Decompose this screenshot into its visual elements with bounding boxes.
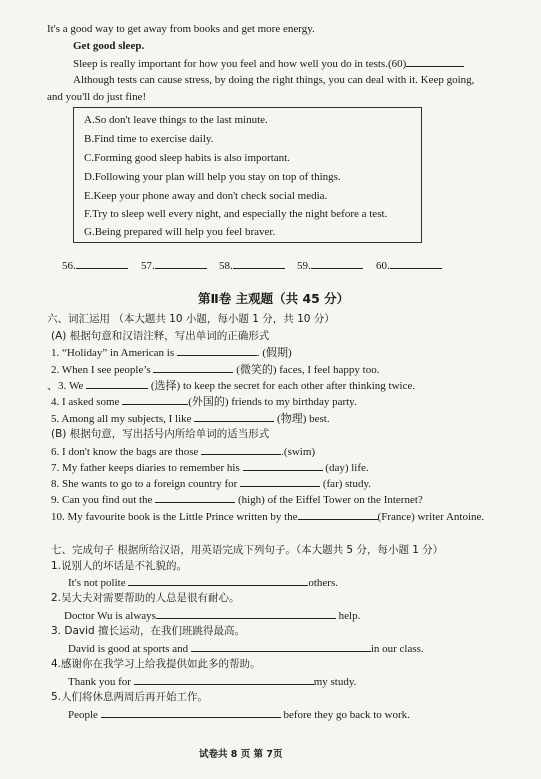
vocab-q7: [51, 460, 369, 475]
sentence-5-chinese: 5.人们将休息两周后再开始工作。: [51, 691, 209, 703]
vocab-q1: [51, 345, 292, 360]
answer-56: [62, 258, 128, 273]
vocab-q5: [51, 411, 330, 426]
s-text: David is good at sports and: [68, 643, 189, 655]
option-c: C.Forming good sleep habits is also important.: [84, 152, 290, 164]
answer-number: 58.: [219, 260, 233, 272]
s-text: Doctor Wu is always: [64, 610, 156, 622]
passage-line: [73, 56, 464, 71]
q-hint: .(swim): [281, 446, 316, 458]
part-b-instruction: (B) 根据句意，写出括号内所给单词的适当形式: [51, 428, 270, 440]
sentence-4-chinese: 4.感谢你在我学习上给我提供如此多的帮助。: [51, 658, 261, 670]
s-text: People: [68, 709, 98, 721]
passage-line: It's a good way to get away from books and get more energy.: [47, 23, 315, 35]
blank[interactable]: [177, 345, 257, 356]
answer-number: 57.: [141, 260, 155, 272]
s-text: in our class.: [370, 643, 424, 655]
answer-59: [297, 258, 363, 273]
option-b: B.Find time to exercise daily.: [84, 133, 214, 145]
q-text: 1. “Holiday” in American is: [51, 347, 175, 359]
s-text: my study.: [313, 676, 357, 688]
q-text: 4. I asked some: [51, 396, 120, 408]
blank[interactable]: [156, 608, 336, 619]
answer-blank[interactable]: [233, 258, 285, 269]
s-text: help.: [338, 610, 361, 622]
answer-number: 60.: [376, 260, 390, 272]
answer-blank[interactable]: [155, 258, 207, 269]
answer-number: 59.: [297, 260, 311, 272]
answer-60: [376, 258, 442, 273]
q-hint: (high) of the Eiffel Tower on the Internet?: [237, 494, 423, 506]
vocab-q2: [51, 362, 379, 377]
q-text: 10. My favourite book is the Little Prince written by the: [51, 511, 298, 523]
blank[interactable]: [153, 362, 233, 373]
answer-blank[interactable]: [390, 258, 442, 269]
options-box: [73, 107, 422, 243]
sentence-1-chinese: 1.说别人的坏话是不礼貌的。: [51, 560, 188, 572]
vocab-q6: [51, 444, 315, 459]
sentence-2-chinese: 2.吴大夫对需要帮助的人总是很有耐心。: [51, 592, 240, 604]
answer-blank[interactable]: [311, 258, 363, 269]
option-a: A.So don't leave things to the last minute.: [84, 114, 268, 126]
q-hint: (物理) best.: [277, 413, 330, 425]
q-text: 2. When I see people’s: [51, 364, 151, 376]
blank[interactable]: [128, 575, 308, 586]
vocab-q3: [47, 378, 415, 393]
vocab-q4: [51, 394, 357, 409]
passage-heading: Get good sleep.: [73, 40, 145, 52]
q-hint: (微笑的) faces, I feel happy too.: [236, 364, 380, 376]
sentence-1: [68, 575, 338, 590]
q-hint: (day) life.: [325, 462, 369, 474]
vocab-q9: [51, 492, 423, 507]
blank[interactable]: [201, 444, 281, 455]
q-text: 7. My father keeps diaries to remember his: [51, 462, 240, 474]
s-text: It's not polite: [68, 577, 126, 589]
blank[interactable]: [86, 378, 148, 389]
passage-line: and you'll do just fine!: [47, 91, 147, 103]
q-hint: . (假期): [256, 347, 292, 359]
answer-number: 56.: [62, 260, 76, 272]
blank[interactable]: [298, 509, 378, 520]
option-e: E.Keep your phone away and don't check social media.: [84, 190, 328, 202]
complete-header: 七、完成句子 根据所给汉语，用英语完成下列句子。（本大题共 5 分，每小题 1 分）: [51, 544, 444, 556]
passage-text: Sleep is really important for how you feel and how well you do in tests.(60): [73, 58, 407, 70]
passage-line: Although tests can cause stress, by doing the right things, you can deal with it. Keep going,: [73, 74, 475, 86]
sentence-2: [64, 608, 360, 623]
blank[interactable]: [194, 411, 274, 422]
page-footer: 试卷共 8 页 第 7页: [199, 749, 283, 760]
blank[interactable]: [191, 641, 371, 652]
sentence-4: [68, 674, 356, 689]
option-d: D.Following your plan will help you stay on top of things.: [84, 171, 341, 183]
s-text: before they go back to work.: [283, 709, 410, 721]
q-text: 6. I don't know the bags are those: [51, 446, 199, 458]
sentence-5: [68, 707, 410, 722]
blank[interactable]: [240, 476, 320, 487]
answer-blank[interactable]: [76, 258, 128, 269]
s-text: others.: [308, 577, 338, 589]
vocab-header: 六、词汇运用 （本大题共 10 小题，每小题 1 分，共 10 分）: [47, 313, 335, 325]
section-title: 第Ⅱ卷 主观题（共 45 分）: [198, 291, 350, 306]
q-text: 8. She wants to go to a foreign country for: [51, 478, 238, 490]
q-hint: (far) study.: [322, 478, 372, 490]
option-f: F.Try to sleep well every night, and especially the night before a test.: [84, 208, 388, 220]
sentence-3: [68, 641, 424, 656]
blank[interactable]: [155, 492, 235, 503]
vocab-q10: [51, 509, 484, 524]
q-text: 5. Among all my subjects, I like: [51, 413, 192, 425]
sentence-3-chinese: 3. David 擅长运动，在我们班跳得最高。: [51, 625, 246, 637]
q-text: We: [69, 380, 84, 392]
q-number: 、3.: [47, 380, 67, 392]
blank[interactable]: [122, 394, 188, 405]
option-g: G.Being prepared will help you feel braver.: [84, 226, 276, 238]
answer-58: [219, 258, 285, 273]
q-hint: (选择) to keep the secret for each other after thinking twice.: [150, 380, 416, 392]
vocab-q8: [51, 476, 371, 491]
blank-60[interactable]: [406, 56, 464, 67]
q-hint: (France) writer Antoine.: [377, 511, 485, 523]
blank[interactable]: [134, 674, 314, 685]
part-a-instruction: (A) 根据句意和汉语注释，写出单词的正确形式: [51, 330, 270, 342]
q-text: 9. Can you find out the: [51, 494, 153, 506]
answer-57: [141, 258, 207, 273]
blank[interactable]: [243, 460, 323, 471]
q-hint: (外国的) friends to my birthday party.: [188, 396, 357, 408]
s-text: Thank you for: [68, 676, 131, 688]
blank[interactable]: [101, 707, 281, 718]
